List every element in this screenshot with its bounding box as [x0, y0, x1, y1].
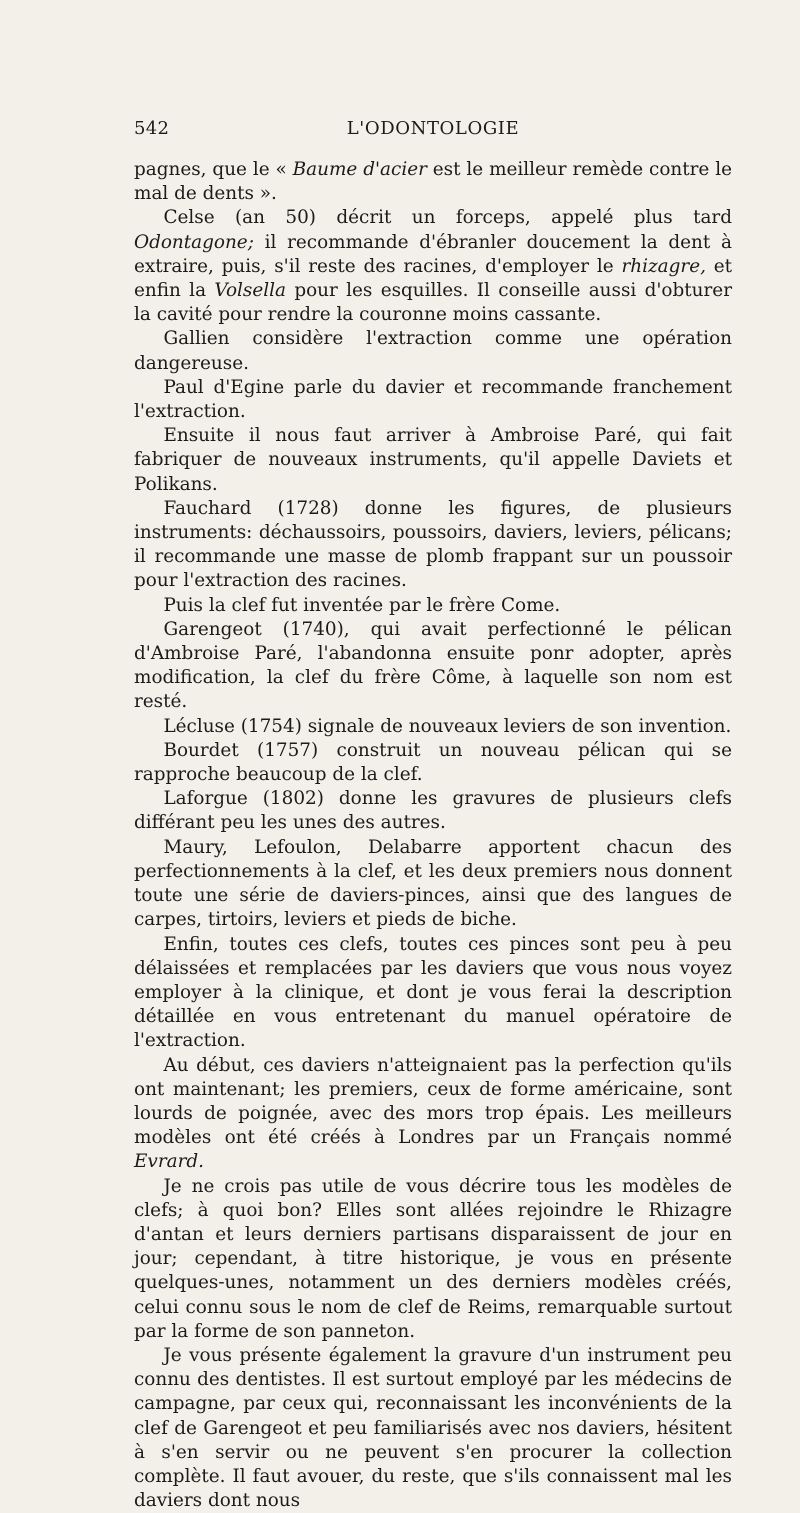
paragraph-lecluse: Lécluse (1754) signale de nouveaux leviers de son invention.: [163, 715, 732, 737]
odontagone-italic: Odontagone;: [134, 231, 254, 253]
body-text: [134, 158, 732, 1513]
paragraph-celse: [134, 206, 732, 327]
paragraph-au-debut-part-1: Au début, ces daviers n'atteignaient pas la perfection qu'ils ont maintenant; les premiers, ceux de forme américaine, sont lourds de poignée, avec des mors trop épais. Les meilleurs modèles ont été créés à Londres par un Français nommé: [134, 1054, 732, 1149]
paragraph-ambroise-pare: Ensuite il nous faut arriver à Ambroise Paré, qui fait fabriquer de nouveaux instruments, qu'il appelle Daviets et Polikans.: [134, 425, 732, 495]
paragraph-paul-d-egine: Paul d'Egine parle du davier et recommande franchement l'extraction.: [134, 376, 732, 423]
page-header: [134, 118, 732, 158]
paragraph-1-part-1: pagnes, que le «: [134, 159, 293, 180]
paragraph-enfin: Enfin, toutes ces clefs, toutes ces pinces sont peu à peu délaissées et remplacées par les daviers que vous nous voyez employer à la clinique, et dont je vous ferai la description détaillée en vous entretenant du manuel opératoire de l'extraction.: [134, 933, 732, 1052]
rhizagre-italic: rhizagre,: [621, 255, 706, 277]
paragraph-maury-lefoulon-delabarre: Maury, Lefoulon, Delabarre apportent chacun des perfectionnements à la clef, et les deux premiers nous donnent toute une série de daviers-pinces, ainsi que des langues de carpes, tirtoirs, leviers et pieds de biche.: [134, 836, 732, 931]
paragraph-1: [134, 158, 732, 206]
paragraph-celse-part-3: il recommande d'ébranler doucement la dent à extraire, puis, s'il reste des racines, d'employer le: [134, 231, 732, 277]
paragraph-celse-part-5: et enfin la: [134, 255, 733, 302]
paragraph-celse-part-7: pour les esquilles. Il conseille aussi d'obturer la cavité pour rendre la couronne moins cassante.: [134, 280, 732, 326]
paragraph-garengeot: Garengeot (1740), qui avait perfectionné le pélican d'Ambroise Paré, l'abandonna ensuite ponr adopter, après modification, la clef du frère Côme, à laquelle son nom est resté.: [134, 618, 732, 713]
paragraph-fauchard: Fauchard (1728) donne les figures, de plusieurs instruments: déchaussoirs, poussoirs, daviers, leviers, pélicans; il recommande une masse de plomb frappant sur un poussoir pour l'extraction des racines.: [134, 497, 732, 592]
paragraph-laforgue: Laforgue (1802) donne les gravures de plusieurs clefs différant peu les unes des autres.: [134, 788, 732, 834]
paragraph-gallien: Gallien considère l'extraction comme une opération dangereuse.: [134, 328, 732, 374]
paragraph-1-part-3: est le meilleur remède contre le mal de dents ».: [134, 159, 732, 205]
baume-d-acier-italic: Baume d'acier: [292, 159, 427, 180]
page-number: 542: [134, 118, 170, 139]
paragraph-clefs: Je ne crois pas utile de vous décrire tous les modèles de clefs; à quoi bon? Elles sont allées rejoindre le Rhizagre d'antan et leurs derniers partisans disparaissent de jour en jour; cependant, à titre historique, je vous en présente quelques-unes, notamment un des derniers modèles créés, celui connu sous le nom de clef de Reims, remarquable surtout par la forme de son panneton.: [134, 1175, 732, 1342]
paragraph-gravure: Je vous présente également la gravure d'un instrument peu connu des dentistes. Il est surtout employé par les médecins de campagne, par ceux qui, reconnaissant les inconvénients de la clef de Garengeot et peu familiarisés avec nos daviers, hésitent à s'en servir ou ne peuvent s'en procurer la collection complète. Il faut avouer, du reste, que s'ils connaissent mal les daviers dont nous: [134, 1344, 732, 1512]
paragraph-frere-come: Puis la clef fut inventée par le frère Come.: [163, 594, 561, 616]
paragraph-celse-part-1: Celse (an 50) décrit un forceps, appelé plus tard: [163, 207, 732, 229]
paragraph-au-debut: [134, 1054, 732, 1175]
running-title: L'ODONTOLOGIE: [346, 118, 520, 139]
evrard-italic: Evrard.: [134, 1151, 204, 1173]
volsella-italic: Volsella: [214, 280, 286, 302]
paragraph-bourdet: Bourdet (1757) construit un nouveau pélican qui se rapproche beaucoup de la clef.: [134, 739, 732, 786]
